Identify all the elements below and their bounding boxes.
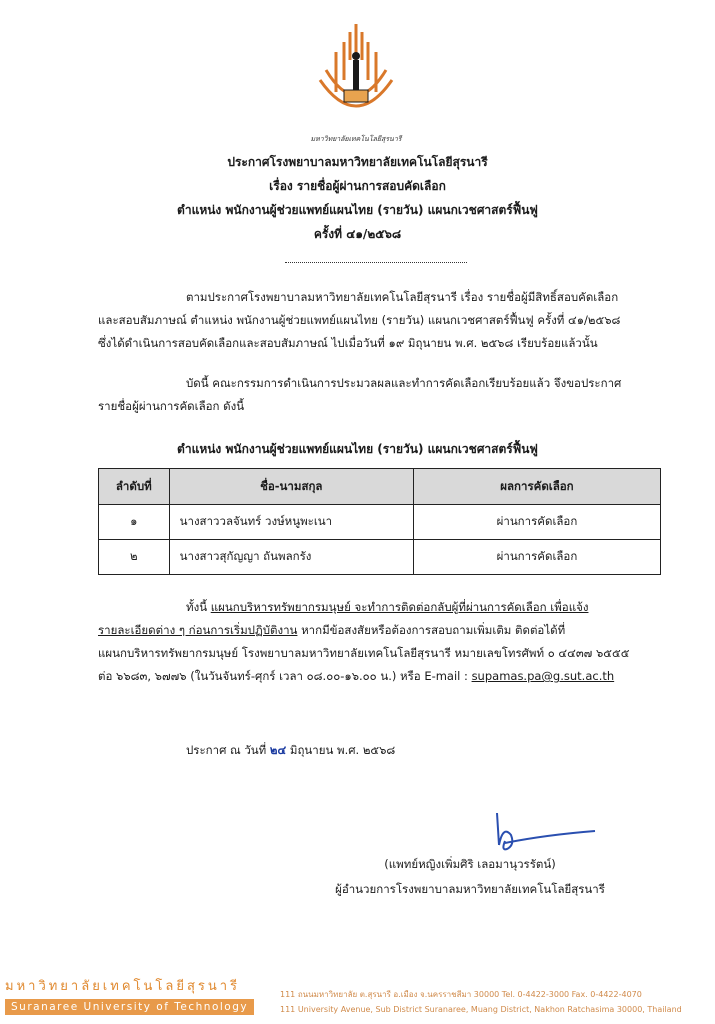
row-name: นางสาววลจันทร์ วงษ์หนูพะเนา	[169, 505, 413, 540]
paragraph-line: และสอบสัมภาษณ์ ตำแหน่ง พนักงานผู้ช่วยแพทย์แผนไทย (รายวัน) แผนกเวชศาสตร์ฟื้นฟู ครั้งที่ ๔๑/๒๕๖๘	[98, 313, 621, 327]
university-logo	[306, 20, 406, 142]
paragraph-contact	[98, 596, 629, 688]
footer-address-en: 111 University Avenue, Sub District Suranaree, Muang District, Nakhon Ratchasima 30000, Thailand	[280, 1005, 682, 1014]
signature-mark-icon	[485, 805, 615, 855]
date-suffix: มิถุนายน พ.ศ. ๒๕๖๘	[289, 743, 396, 757]
column-header-name: ชื่อ-นามสกุล	[169, 469, 413, 505]
title-line: ประกาศโรงพยาบาลมหาวิทยาลัยเทคโนโลยีสุรนารี	[227, 155, 488, 169]
email-link[interactable]: supamas.pa@g.sut.ac.th	[471, 669, 615, 683]
column-header-number: ลำดับที่	[99, 469, 170, 505]
announcement-date	[186, 742, 395, 760]
signer-position: ผู้อำนวยการโรงพยาบาลมหาวิทยาลัยเทคโนโลยีสุรนารี	[335, 882, 605, 896]
paragraph-line: ซึ่งได้ดำเนินการสอบคัดเลือกและสอบสัมภาษณ์ ไปเมื่อวันที่ ๑๙ มิถุนายน พ.ศ. ๒๕๖๘ เรียบร้อยแล้วนั้น	[98, 336, 598, 350]
logo-caption: มหาวิทยาลัยเทคโนโลยีสุรนารี	[310, 135, 402, 143]
paragraph-line	[98, 596, 629, 619]
signer-name: (แพทย์หญิงเพิ่มศิริ เลอมานุวรรัตน์)	[384, 857, 556, 871]
footer-university	[5, 975, 254, 1015]
paragraph-line: บัดนี้ คณะกรรมการดำเนินการประมวลผลและทำการคัดเลือกเรียบร้อยแล้ว จึงขอประกาศ	[186, 376, 622, 390]
dotted-divider	[285, 262, 467, 263]
paragraph-line: แผนกบริหารทรัพยากรมนุษย์ โรงพยาบาลมหาวิทยาลัยเทคโนโลยีสุรนารี หมายเลขโทรศัพท์ ๐ ๔๔๓๗ ๖๕๕๕	[98, 646, 630, 660]
paragraph-line: ตามประกาศโรงพยาบาลมหาวิทยาลัยเทคโนโลยีสุรนารี เรื่อง รายชื่อผู้มีสิทธิ์สอบคัดเลือก	[186, 290, 619, 304]
row-result: ผ่านการคัดเลือก	[413, 505, 660, 540]
row-result: ผ่านการคัดเลือก	[413, 540, 660, 575]
contact-hours: ต่อ ๖๖๘๓, ๖๗๗๖ (ในวันจันทร์-ศุกร์ เวลา ๐๘.๐๐-๑๖.๐๐ น.) หรือ E-mail :	[98, 669, 472, 683]
paragraph-announcement	[98, 372, 621, 418]
row-name: นางสาวสุกัญญา ถันพลกรัง	[169, 540, 413, 575]
footer-university-th: มหาวิทยาลัยเทคโนโลยีสุรนารี	[5, 979, 241, 994]
signer-block	[0, 852, 715, 902]
row-number: ๒	[99, 540, 170, 575]
paragraph-line: รายชื่อผู้ผ่านการคัดเลือก ดังนี้	[98, 399, 245, 413]
table-row	[99, 540, 661, 575]
title-line: ครั้งที่ ๔๑/๒๕๖๘	[313, 227, 402, 241]
title-line: ตำแหน่ง พนักงานผู้ช่วยแพทย์แผนไทย (รายวัน) แผนกเวชศาสตร์ฟื้นฟู	[177, 203, 538, 217]
paragraph-reference	[98, 286, 620, 355]
footer-university-en: Suranaree University of Technology	[5, 999, 254, 1015]
footer-address-th: 111 ถนนมหาวิทยาลัย ต.สุรนารี อ.เมือง จ.นครราชสีมา 30000 Tel. 0-4422-3000 Fax. 0-4422-4070	[280, 990, 642, 999]
hr-department-notice: แผนกบริหารทรัพยากรมนุษย์ จะทำการติดต่อกลับผู้ที่ผ่านการคัดเลือก เพื่อแจ้ง	[210, 600, 589, 614]
date-prefix: ประกาศ ณ วันที่	[186, 743, 267, 757]
date-day: ๒๔	[269, 743, 287, 757]
paragraph-line	[98, 619, 629, 642]
title-line: เรื่อง รายชื่อผู้ผ่านการสอบคัดเลือก	[269, 179, 446, 193]
signature	[485, 805, 615, 855]
column-header-result: ผลการคัดเลือก	[413, 469, 660, 505]
table-header-row	[99, 469, 661, 505]
footer-address	[280, 987, 682, 1017]
row-number: ๑	[99, 505, 170, 540]
contact-lead: ทั้งนี้	[186, 600, 211, 614]
announcement-title	[0, 150, 715, 246]
paragraph-line	[98, 665, 629, 688]
table-title: ตำแหน่ง พนักงานผู้ช่วยแพทย์แผนไทย (รายวัน) แผนกเวชศาสตร์ฟื้นฟู	[177, 442, 538, 456]
details-notice: รายละเอียดต่าง ๆ ก่อนการเริ่มปฏิบัติงาน	[98, 623, 298, 637]
contact-inquiry: หากมีข้อสงสัยหรือต้องการสอบถามเพิ่มเติม ติดต่อได้ที่	[297, 623, 566, 637]
results-table	[98, 468, 661, 575]
table-row	[99, 505, 661, 540]
sut-emblem-icon	[306, 20, 406, 132]
